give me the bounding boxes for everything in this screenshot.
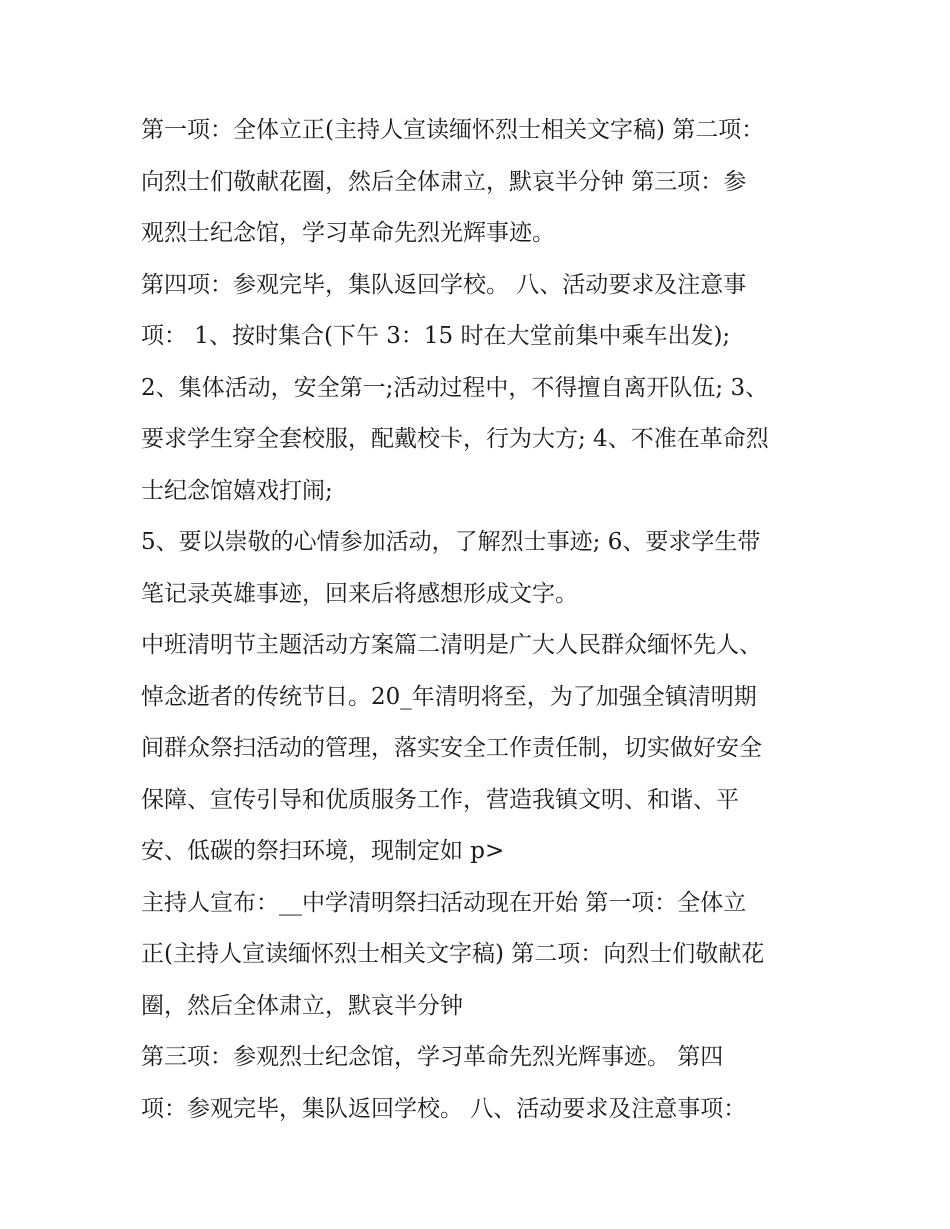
paragraph [141, 878, 821, 1033]
paragraph [141, 1032, 821, 1135]
paragraph [141, 260, 821, 363]
text-line: 2、集体活动，安全第一;活动过程中，不得擅自离开队伍; 3、 [141, 374, 769, 401]
text-line: 中班清明节主题活动方案篇二清明是广大人民群众缅怀先人、 [141, 632, 762, 658]
text-line: 主持人宣布：__中学清明祭扫活动现在开始 第一项：全体立 [141, 889, 747, 916]
text-line: 保障、宣传引导和优质服务工作，营造我镇文明、和谐、平 [141, 786, 739, 813]
text-line: 向烈士们敬献花圈，然后全体肃立，默哀半分钟 第三项：参 [141, 168, 747, 195]
text-line: 要求学生穿全套校服，配戴校卡，行为大方; 4、不准在革命烈 [141, 426, 769, 452]
text-line: 第一项：全体立正(主持人宣读缅怀烈士相关文字稿) 第二项： [141, 117, 765, 143]
paragraph [141, 363, 821, 518]
paragraph [141, 105, 821, 260]
text-line: 项： 1、按时集合(下午 3：15 时在大堂前集中乘车出发); [141, 323, 731, 349]
text-line: 笔记录英雄事迹，回来后将感想形成文字。 [141, 580, 578, 607]
text-line: 悼念逝者的传统节日。20_年清明将至，为了加强全镇清明期 [141, 683, 757, 710]
text-line: 安、低碳的祭扫环境，现制定如 p> [141, 838, 505, 864]
paragraph [141, 620, 821, 878]
text-line: 正(主持人宣读缅怀烈士相关文字稿) 第二项：向烈士们敬献花 [141, 941, 765, 967]
text-line: 士纪念馆嬉戏打闹; [141, 477, 333, 504]
text-line: 间群众祭扫活动的管理，落实安全工作责任制，切实做好安全 [141, 735, 762, 761]
text-line: 圈，然后全体肃立，默哀半分钟 [141, 992, 463, 1019]
paragraph [141, 517, 821, 620]
text-line: 第三项：参观烈士纪念馆，学习革命先烈光辉事迹。 第四 [141, 1044, 724, 1070]
text-line: 5、要以崇敬的心情参加活动，了解烈士事迹; 6、要求学生带 [141, 529, 761, 555]
text-line: 项：参观完毕，集队返回学校。 八、活动要求及注意事项： [141, 1095, 747, 1122]
text-line: 第四项：参观完毕，集队返回学校。 八、活动要求及注意事 [141, 271, 747, 298]
text-line: 观烈士纪念馆，学习革命先烈光辉事迹。 [141, 220, 555, 246]
document-body [141, 105, 821, 1135]
